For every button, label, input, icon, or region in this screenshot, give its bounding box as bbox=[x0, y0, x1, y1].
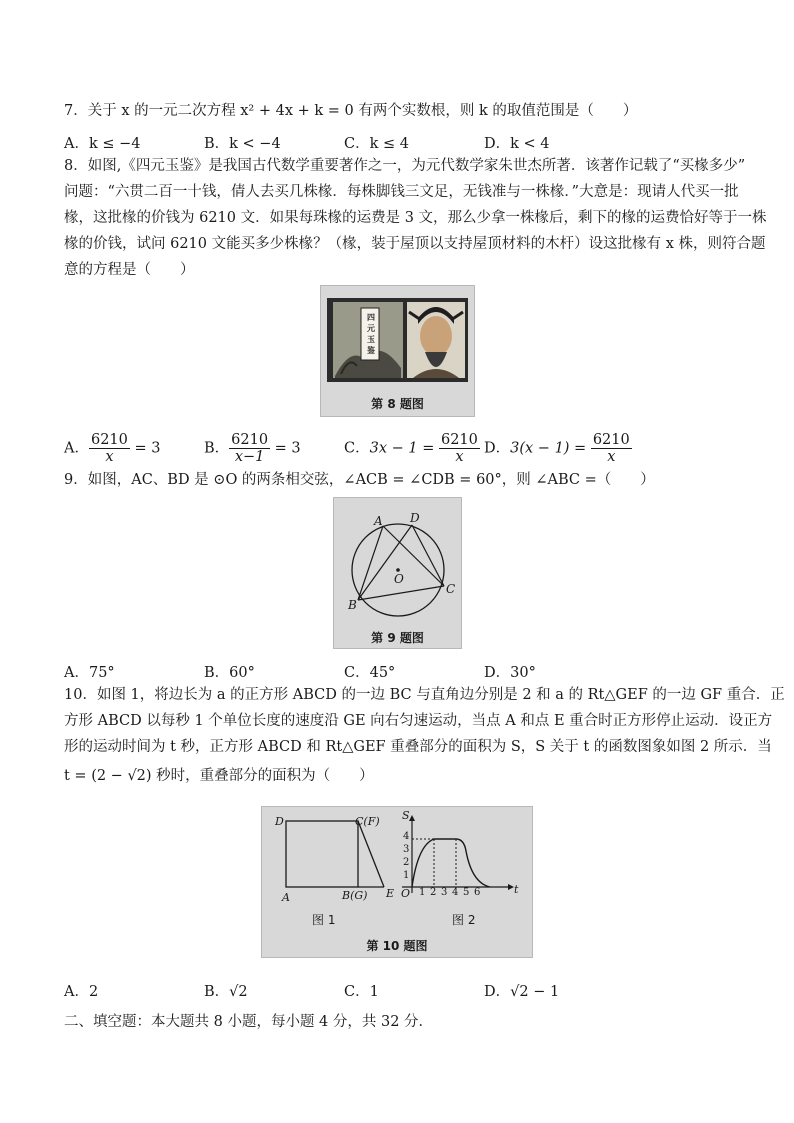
point-d-label: D bbox=[410, 511, 420, 525]
question-8-line-3: 椽，这批椽的价钱为 6210 文．如果每珠椽的运费是 3 文，那么少拿一株椽后，剩下的椽的运费恰好等于一株 bbox=[64, 210, 767, 226]
fig1-point-a: A bbox=[282, 891, 290, 904]
fig2-y-tick: 1 bbox=[403, 870, 410, 881]
q8-option-a: A． $\frac{6210}{x}$ = 3 bbox=[64, 432, 161, 465]
fig2-y-tick: 4 bbox=[403, 831, 410, 842]
q8-option-c: C．3x − 1 = $\frac{6210}{x}$ bbox=[344, 432, 478, 465]
q10-option-a: A．2 bbox=[64, 984, 99, 1000]
fig2-x-tick: 6 bbox=[474, 887, 481, 898]
fig2-axis-s: S bbox=[402, 809, 410, 822]
question-8-line-2: 问题：“六贯二百一十钱，倩人去买几株椽．每株脚钱三文足，无钱准与一株椽．”大意是：现请人代买一批 bbox=[64, 184, 739, 200]
fig1-point-bg: B(G) bbox=[342, 889, 368, 902]
q10-option-c: C．1 bbox=[344, 984, 379, 1000]
question-8-options bbox=[64, 428, 744, 468]
question-10-line-4: t = (2 − √2) 秒时，重叠部分的面积为（ ） bbox=[64, 768, 374, 784]
question-7-text: 7．关于 x 的一元二次方程 x² + 4x + k = 0 有两个实数根，则 k 的取值范围是（ ） bbox=[64, 103, 638, 119]
question-7-options bbox=[64, 132, 744, 154]
fig2-y-tick: 3 bbox=[403, 844, 410, 855]
fig2-x-tick: 3 bbox=[441, 887, 448, 898]
question-10-line-3: 形的运动时间为 t 秒，正方形 ABCD 和 Rt△GEF 重叠部分的面积为 S，S 关于 t 的函数图象如图 2 所示．当 bbox=[64, 739, 772, 755]
fig2-y-tick: 2 bbox=[403, 857, 410, 868]
figure-8 bbox=[320, 285, 475, 417]
question-9-text: 9．如图，AC、BD 是 ⊙O 的两条相交弦，∠ACB = ∠CDB = 60°，则 ∠ABC =（ ） bbox=[64, 472, 655, 488]
figure-10-caption: 第 10 题图 bbox=[366, 939, 428, 953]
q9-option-b: B．60° bbox=[204, 665, 255, 681]
fig2-label: 图 2 bbox=[452, 913, 476, 927]
section-2-heading: 二、填空题：本大题共 8 小题，每小题 4 分，共 32 分． bbox=[64, 1014, 434, 1030]
q8-option-b: B． $\frac{6210}{x-1}$ = 3 bbox=[204, 432, 301, 465]
question-8-line-4: 椽的价钱，试问 6210 文能买多少株椽？（椽，装于屋顶以支持屋顶材料的木杆）设这批椽有 x 株，则符合题 bbox=[64, 236, 766, 252]
question-10-line-1: 10．如图 1，将边长为 a 的正方形 ABCD 的一边 BC 与直角边分别是 2 和 a 的 Rt△GEF 的一边 GF 重合．正 bbox=[64, 687, 785, 703]
q10-option-d: D．√2 − 1 bbox=[484, 984, 560, 1000]
point-b-label: B bbox=[348, 598, 357, 612]
point-a-label: A bbox=[374, 514, 383, 528]
q10-option-b: B．√2 bbox=[204, 984, 248, 1000]
q8-option-d: D．3(x − 1) = $\frac{6210}{x}$ bbox=[484, 432, 630, 465]
fig1-point-cf: C(F) bbox=[355, 815, 380, 828]
q7-option-b: B．k < −4 bbox=[204, 136, 281, 152]
q7-option-a: A．k ≤ −4 bbox=[64, 136, 141, 152]
book-title-label: 四元玉鉴 bbox=[367, 312, 375, 355]
fig1-label: 图 1 bbox=[312, 913, 336, 927]
fig2-x-tick: 4 bbox=[452, 887, 459, 898]
q9-option-a: A．75° bbox=[64, 665, 115, 681]
fig2-x-tick: 2 bbox=[430, 887, 437, 898]
question-9-options bbox=[64, 661, 744, 683]
fig2-origin: O bbox=[401, 887, 411, 900]
point-o-label: O bbox=[394, 572, 404, 586]
figure-10 bbox=[261, 806, 533, 958]
figure-9-caption: 第 9 题图 bbox=[371, 631, 424, 645]
question-8-line-5: 意的方程是（ ） bbox=[64, 262, 195, 278]
fig2-axis-t: t bbox=[514, 883, 519, 896]
question-10-options bbox=[64, 980, 744, 1002]
fig1-point-e: E bbox=[386, 887, 395, 900]
point-c-label: C bbox=[446, 582, 456, 596]
q9-option-d: D．30° bbox=[484, 665, 536, 681]
q7-option-d: D．k < 4 bbox=[484, 136, 550, 152]
fig2-x-tick: 5 bbox=[463, 887, 470, 898]
fig2-x-tick: 1 bbox=[419, 887, 426, 898]
question-10-line-2: 方形 ABCD 以每秒 1 个单位长度的速度沿 GE 向右匀速运动，当点 A 和点 E 重合时正方形停止运动．设正方 bbox=[64, 713, 773, 729]
fig1-point-d: D bbox=[275, 815, 284, 828]
figure-8-caption: 第 8 题图 bbox=[371, 397, 424, 411]
question-8-line-1: 8．如图,《四元玉鉴》是我国古代数学重要著作之一，为元代数学家朱世杰所著．该著作记载了“买椽多少” bbox=[64, 158, 746, 174]
q9-option-c: C．45° bbox=[344, 665, 396, 681]
figure-9 bbox=[333, 497, 462, 649]
q7-option-c: C．k ≤ 4 bbox=[344, 136, 409, 152]
